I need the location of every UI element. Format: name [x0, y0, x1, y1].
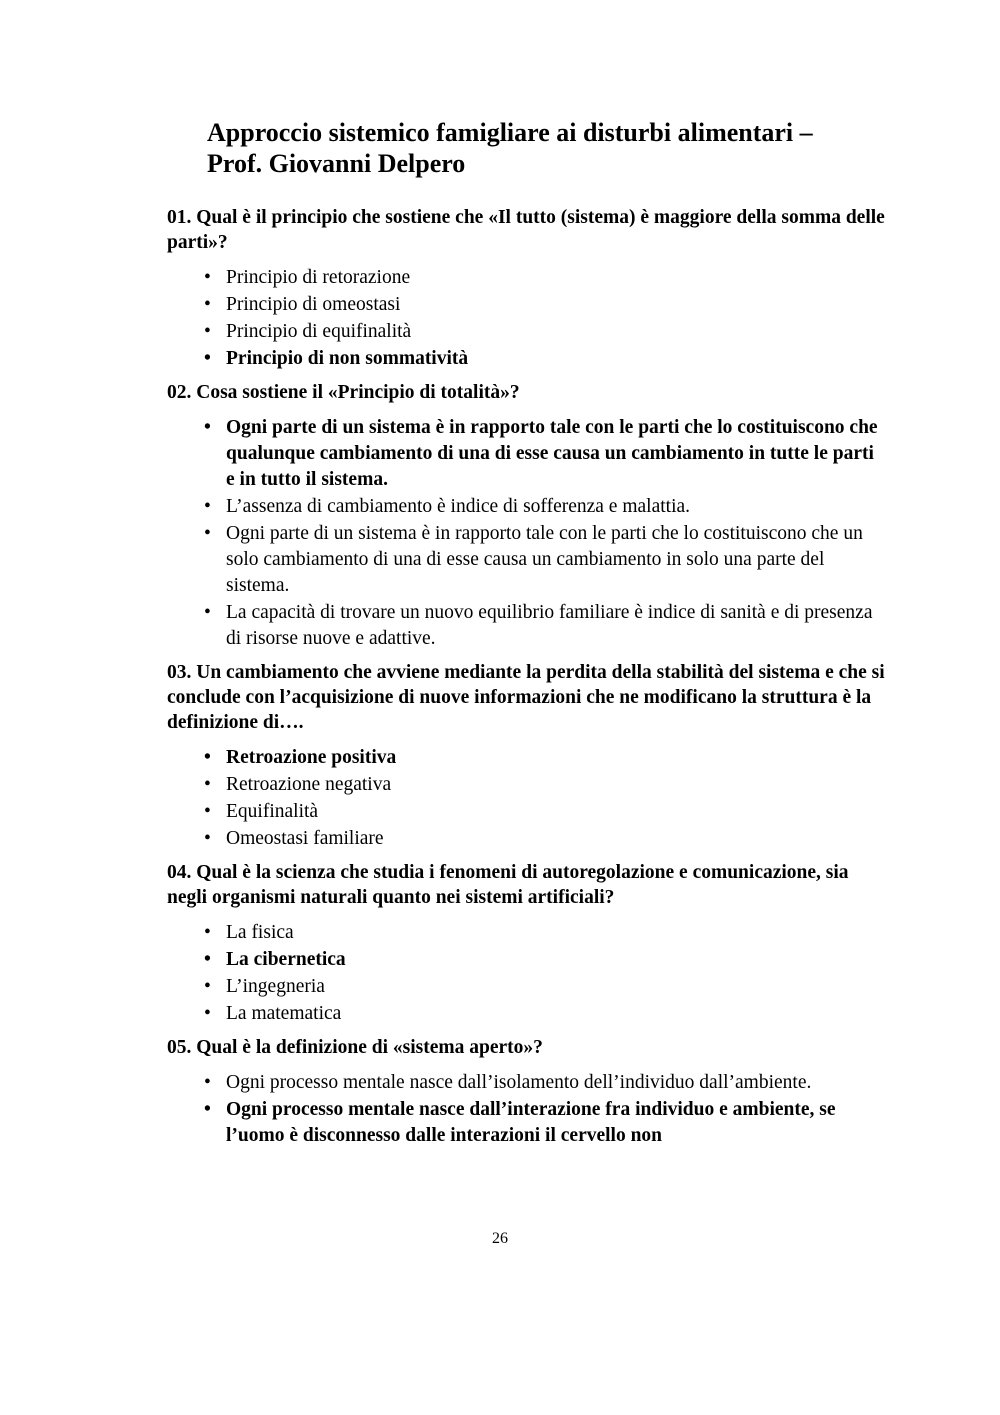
bullet-icon: •: [204, 774, 211, 795]
bullet-icon: •: [204, 294, 211, 315]
answer-text: Principio di omeostasi: [226, 294, 401, 315]
answer-option-correct: [167, 1097, 887, 1149]
bullet-icon: •: [204, 949, 211, 970]
answer-option: [167, 265, 887, 291]
answer-text: Principio di retorazione: [226, 267, 411, 288]
answers-04: [167, 920, 887, 1027]
answer-option: [167, 521, 887, 599]
answer-text: Omeostasi familiare: [226, 828, 384, 849]
answer-text: Ogni processo mentale nasce dall’isolamento dell’individuo dall’ambiente.: [226, 1072, 812, 1093]
question-list: [167, 205, 887, 1157]
bullet-icon: •: [204, 321, 211, 342]
question-02: 02. Cosa sostiene il «Principio di totalità»?: [167, 382, 520, 403]
bullet-icon: •: [204, 523, 211, 544]
answer-option: [167, 1001, 887, 1027]
bullet-icon: •: [204, 496, 211, 517]
question-05: 05. Qual è la definizione di «sistema aperto»?: [167, 1037, 543, 1058]
title-line-2: Prof. Giovanni Delpero: [207, 149, 466, 178]
bullet-icon: •: [204, 922, 211, 943]
title-line-1: Approccio sistemico famigliare ai disturbi alimentari –: [207, 118, 813, 147]
answers-02: [167, 415, 887, 652]
answer-option: [167, 494, 887, 520]
bullet-icon: •: [204, 267, 211, 288]
bullet-icon: •: [204, 1003, 211, 1024]
answer-option: [167, 772, 887, 798]
answer-text: Retroazione positiva: [226, 747, 397, 768]
answer-text: L’assenza di cambiamento è indice di sofferenza e malattia.: [226, 496, 691, 517]
answer-option: [167, 799, 887, 825]
bullet-icon: •: [204, 1099, 211, 1120]
question-01: 01. Qual è il principio che sostiene che «Il tutto (sistema) è maggiore della somma delle parti»?: [167, 207, 885, 253]
answer-option: [167, 1070, 887, 1096]
page-number: 26: [492, 1230, 508, 1247]
answer-option: [167, 826, 887, 852]
answer-text: La capacità di trovare un nuovo equilibrio familiare è indice di sanità e di presenza di risorse nuove e adattive.: [226, 602, 873, 649]
answer-text: La matematica: [226, 1003, 342, 1024]
answer-option: [167, 319, 887, 345]
answer-option-correct: [167, 415, 887, 493]
answer-text: Equifinalità: [226, 801, 319, 822]
answer-option-correct: [167, 346, 887, 372]
answer-option-correct: [167, 745, 887, 771]
bullet-icon: •: [204, 976, 211, 997]
answer-text: Ogni parte di un sistema è in rapporto tale con le parti che lo costituiscono che qualunque cambiamento di una di esse causa un cambiamento in tutte le parti e in tutto il sistema.: [226, 417, 878, 490]
answer-text: Principio di equifinalità: [226, 321, 412, 342]
answer-text: La fisica: [226, 922, 294, 943]
answer-text: Ogni parte di un sistema è in rapporto tale con le parti che lo costituiscono che un solo cambiamento di una di esse causa un cambiamento in solo una parte del sistema.: [226, 523, 863, 596]
bullet-icon: •: [204, 747, 211, 768]
answer-text: Retroazione negativa: [226, 774, 392, 795]
bullet-icon: •: [204, 602, 211, 623]
answer-text: Ogni processo mentale nasce dall’interazione fra individuo e ambiente, se l’uomo è disconnesso dalle interazioni il cervello non: [226, 1099, 836, 1146]
answer-option: [167, 974, 887, 1000]
bullet-icon: •: [204, 348, 211, 369]
answer-text: Principio di non sommatività: [226, 348, 469, 369]
answers-01: [167, 265, 887, 372]
answer-option: [167, 600, 887, 652]
document-title: [207, 117, 927, 179]
answer-text: L’ingegneria: [226, 976, 325, 997]
answer-option: [167, 292, 887, 318]
answer-option: [167, 920, 887, 946]
bullet-icon: •: [204, 828, 211, 849]
question-03: 03. Un cambiamento che avviene mediante la perdita della stabilità del sistema e che si conclude con l’acquisizione di nuove informazioni che ne modificano la struttura è la definizione di….: [167, 662, 885, 733]
bullet-icon: •: [204, 801, 211, 822]
bullet-icon: •: [204, 1072, 211, 1093]
question-04: 04. Qual è la scienza che studia i fenomeni di autoregolazione e comunicazione, sia negli organismi naturali quanto nei sistemi artificiali?: [167, 862, 849, 908]
answers-05: [167, 1070, 887, 1149]
answer-text: La cibernetica: [226, 949, 346, 970]
bullet-icon: •: [204, 417, 211, 438]
answer-option-correct: [167, 947, 887, 973]
answers-03: [167, 745, 887, 852]
